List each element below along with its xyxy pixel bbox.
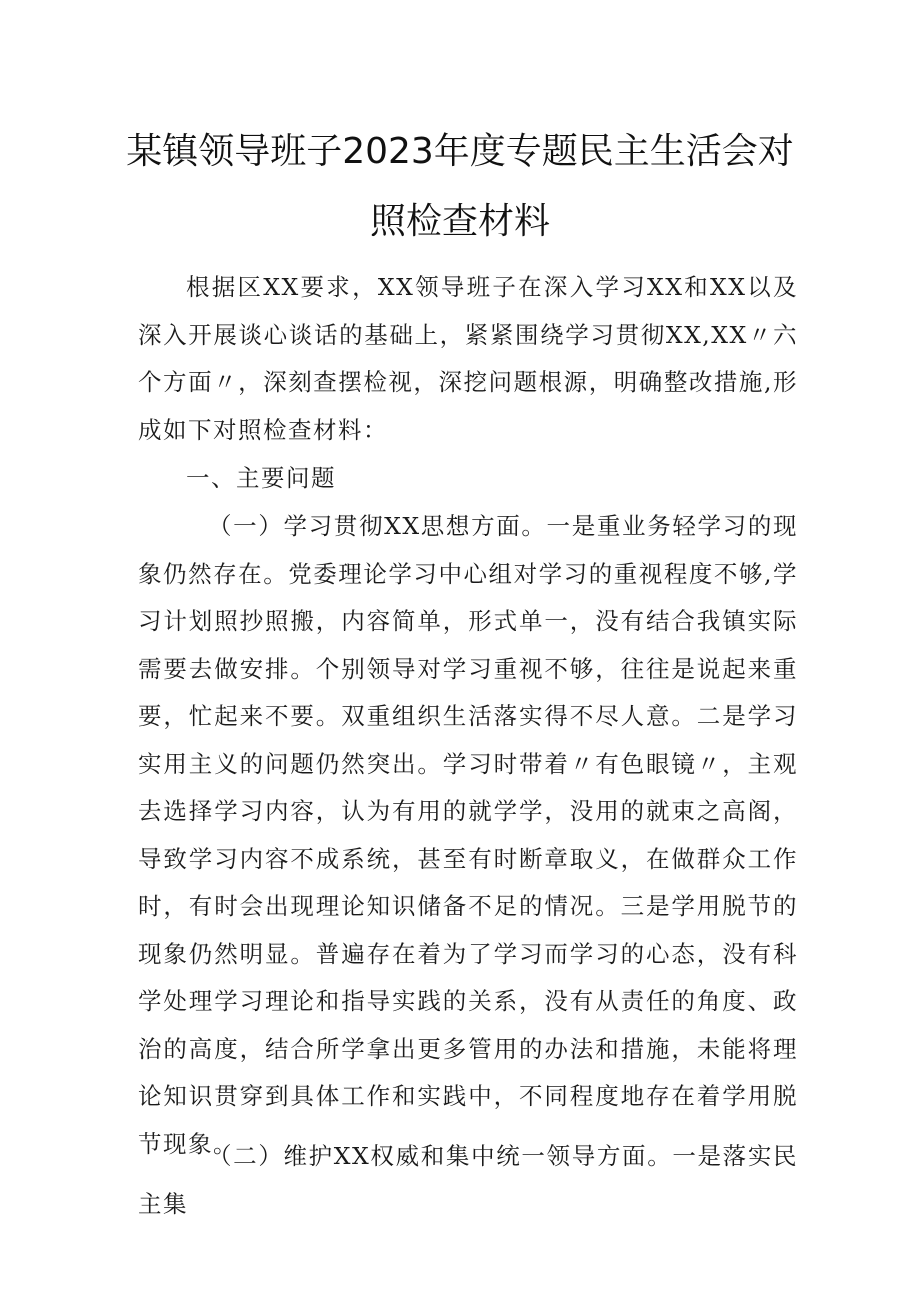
intro-paragraph: 根据区XX要求，XX领导班子在深入学习XX和XX以及深入开展谈心谈话的基础上，紧紧围绕学习贯彻XX,XX〃六个方面〃，深刻查摆检视，深挖问题根源，明确整改措施,形成如下对照检查材料： [138, 273, 798, 444]
document-title-line-2: 照检查材料 [369, 201, 550, 242]
section-heading-main-problems: 一、主要问题 [186, 464, 336, 492]
document-title-line-1: 某镇领导班子2023年度专题民主生活会对 [126, 131, 794, 172]
subsection-1-paragraph: （一）学习贯彻XX思想方面。一是重业务轻学习的现象仍然存在。党委理论学习中心组对学习的重视程度不够,学习计划照抄照搬，内容简单，形式单一，没有结合我镇实际需要去做安排。个别领导对学习重视不够，往往是说起来重要，忙起来不要。双重组织生活落实得不尽人意。二是学习实用主义的问题仍然突出。学习时带着〃有色眼镜〃，主观去选择学习内容，认为有用的就学学，没用的就束之高阁，导致学习内容不成系统，甚至有时断章取义，在做群众工作时，有时会出现理论知识储备不足的情况。三是学用脱节的现象仍然明显。普遍存在着为了学习而学习的心态，没有科学处理学习理论和指导实践的关系，没有从责任的角度、政治的高度，结合所学拿出更多管用的办法和措施，未能将理论知识贯穿到具体工作和实践中，不同程度地存在着学用脱节现象。 [138, 512, 798, 1158]
subsection-2-paragraph: （二）维护XX权威和集中统一领导方面。一是落实民主集 [138, 1142, 798, 1218]
